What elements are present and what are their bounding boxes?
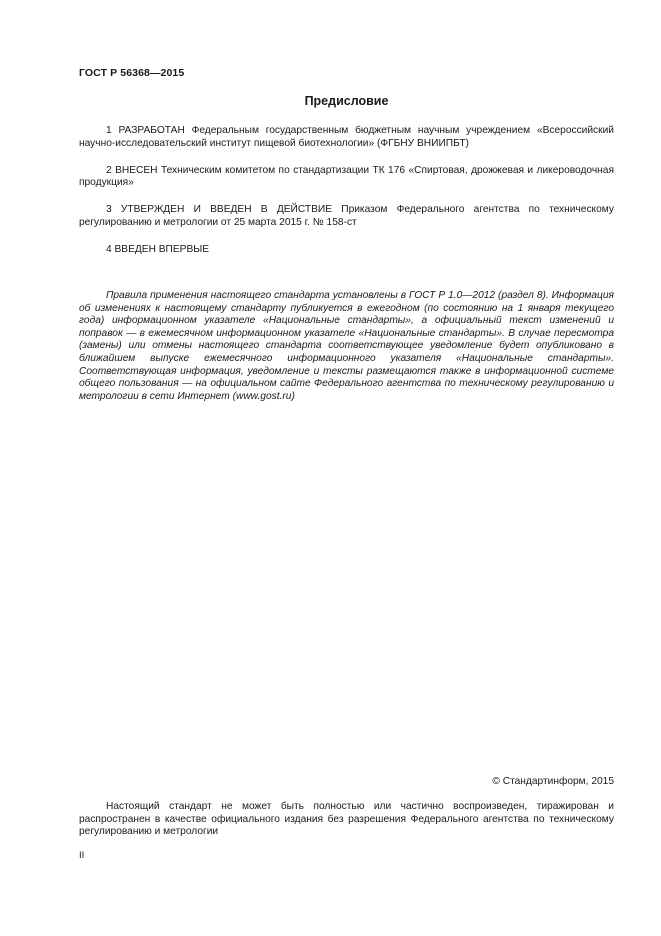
foreword-items [79,125,614,271]
foreword-item-first-introduced: 4 ВВЕДЕН ВПЕРВЫЕ [106,244,210,256]
page-number: II [79,850,85,861]
application-rules-note: Правила применения настоящего стандарта установлены в ГОСТ Р 1.0—2012 (раздел 8). Информация об изменениях к настоящему стандарту публикуется в ежегодном (по состоянию на 1 января текущего года) информационном указателе «Национальные стандарты», а официальный текст изменений и поправок — в ежемесячном информационном указателе «Национальные стандарты». В случае пересмотра (замены) или отмены настоящего стандарта соответствующее уведомление будет опубликовано в ближайшем выпуске ежемесячного информационного указателя «Национальные стандарты». Соответствующая информация, уведомление и тексты размещаются также в информационной системе общего пользования — на официальном сайте Федерального агентства по техническому регулированию и метрологии в сети Интернет (www.gost.ru) [79,290,614,402]
foreword-item-introduced: 2 ВНЕСЕН Техническим комитетом по стандартизации ТК 176 «Спиртовая, дрожжевая и ликероводочная продукция» [79,164,614,189]
page-title: Предисловие [304,94,389,108]
standard-code-header: ГОСТ Р 56368—2015 [79,67,185,79]
foreword-item-developed: 1 РАЗРАБОТАН Федеральным государственным бюджетным научным учреждением «Всероссийский научно-исследовательский институт пищевой биотехнологии» (ФГБНУ ВНИИПБТ) [79,125,614,149]
copyright-notice: © Стандартинформ, 2015 [492,776,614,787]
reproduction-disclaimer: Настоящий стандарт не может быть полностью или частично воспроизведен, тиражирован и распространен в качестве официального издания без разрешения Федерального агентства по техническому регулированию и метрологии [79,801,614,838]
foreword-item-approved: 3 УТВЕРЖДЕН И ВВЕДЕН В ДЕЙСТВИЕ Приказом Федерального агентства по техническому регулированию и метрологии от 25 марта 2015 г. № 158-ст [79,204,614,228]
